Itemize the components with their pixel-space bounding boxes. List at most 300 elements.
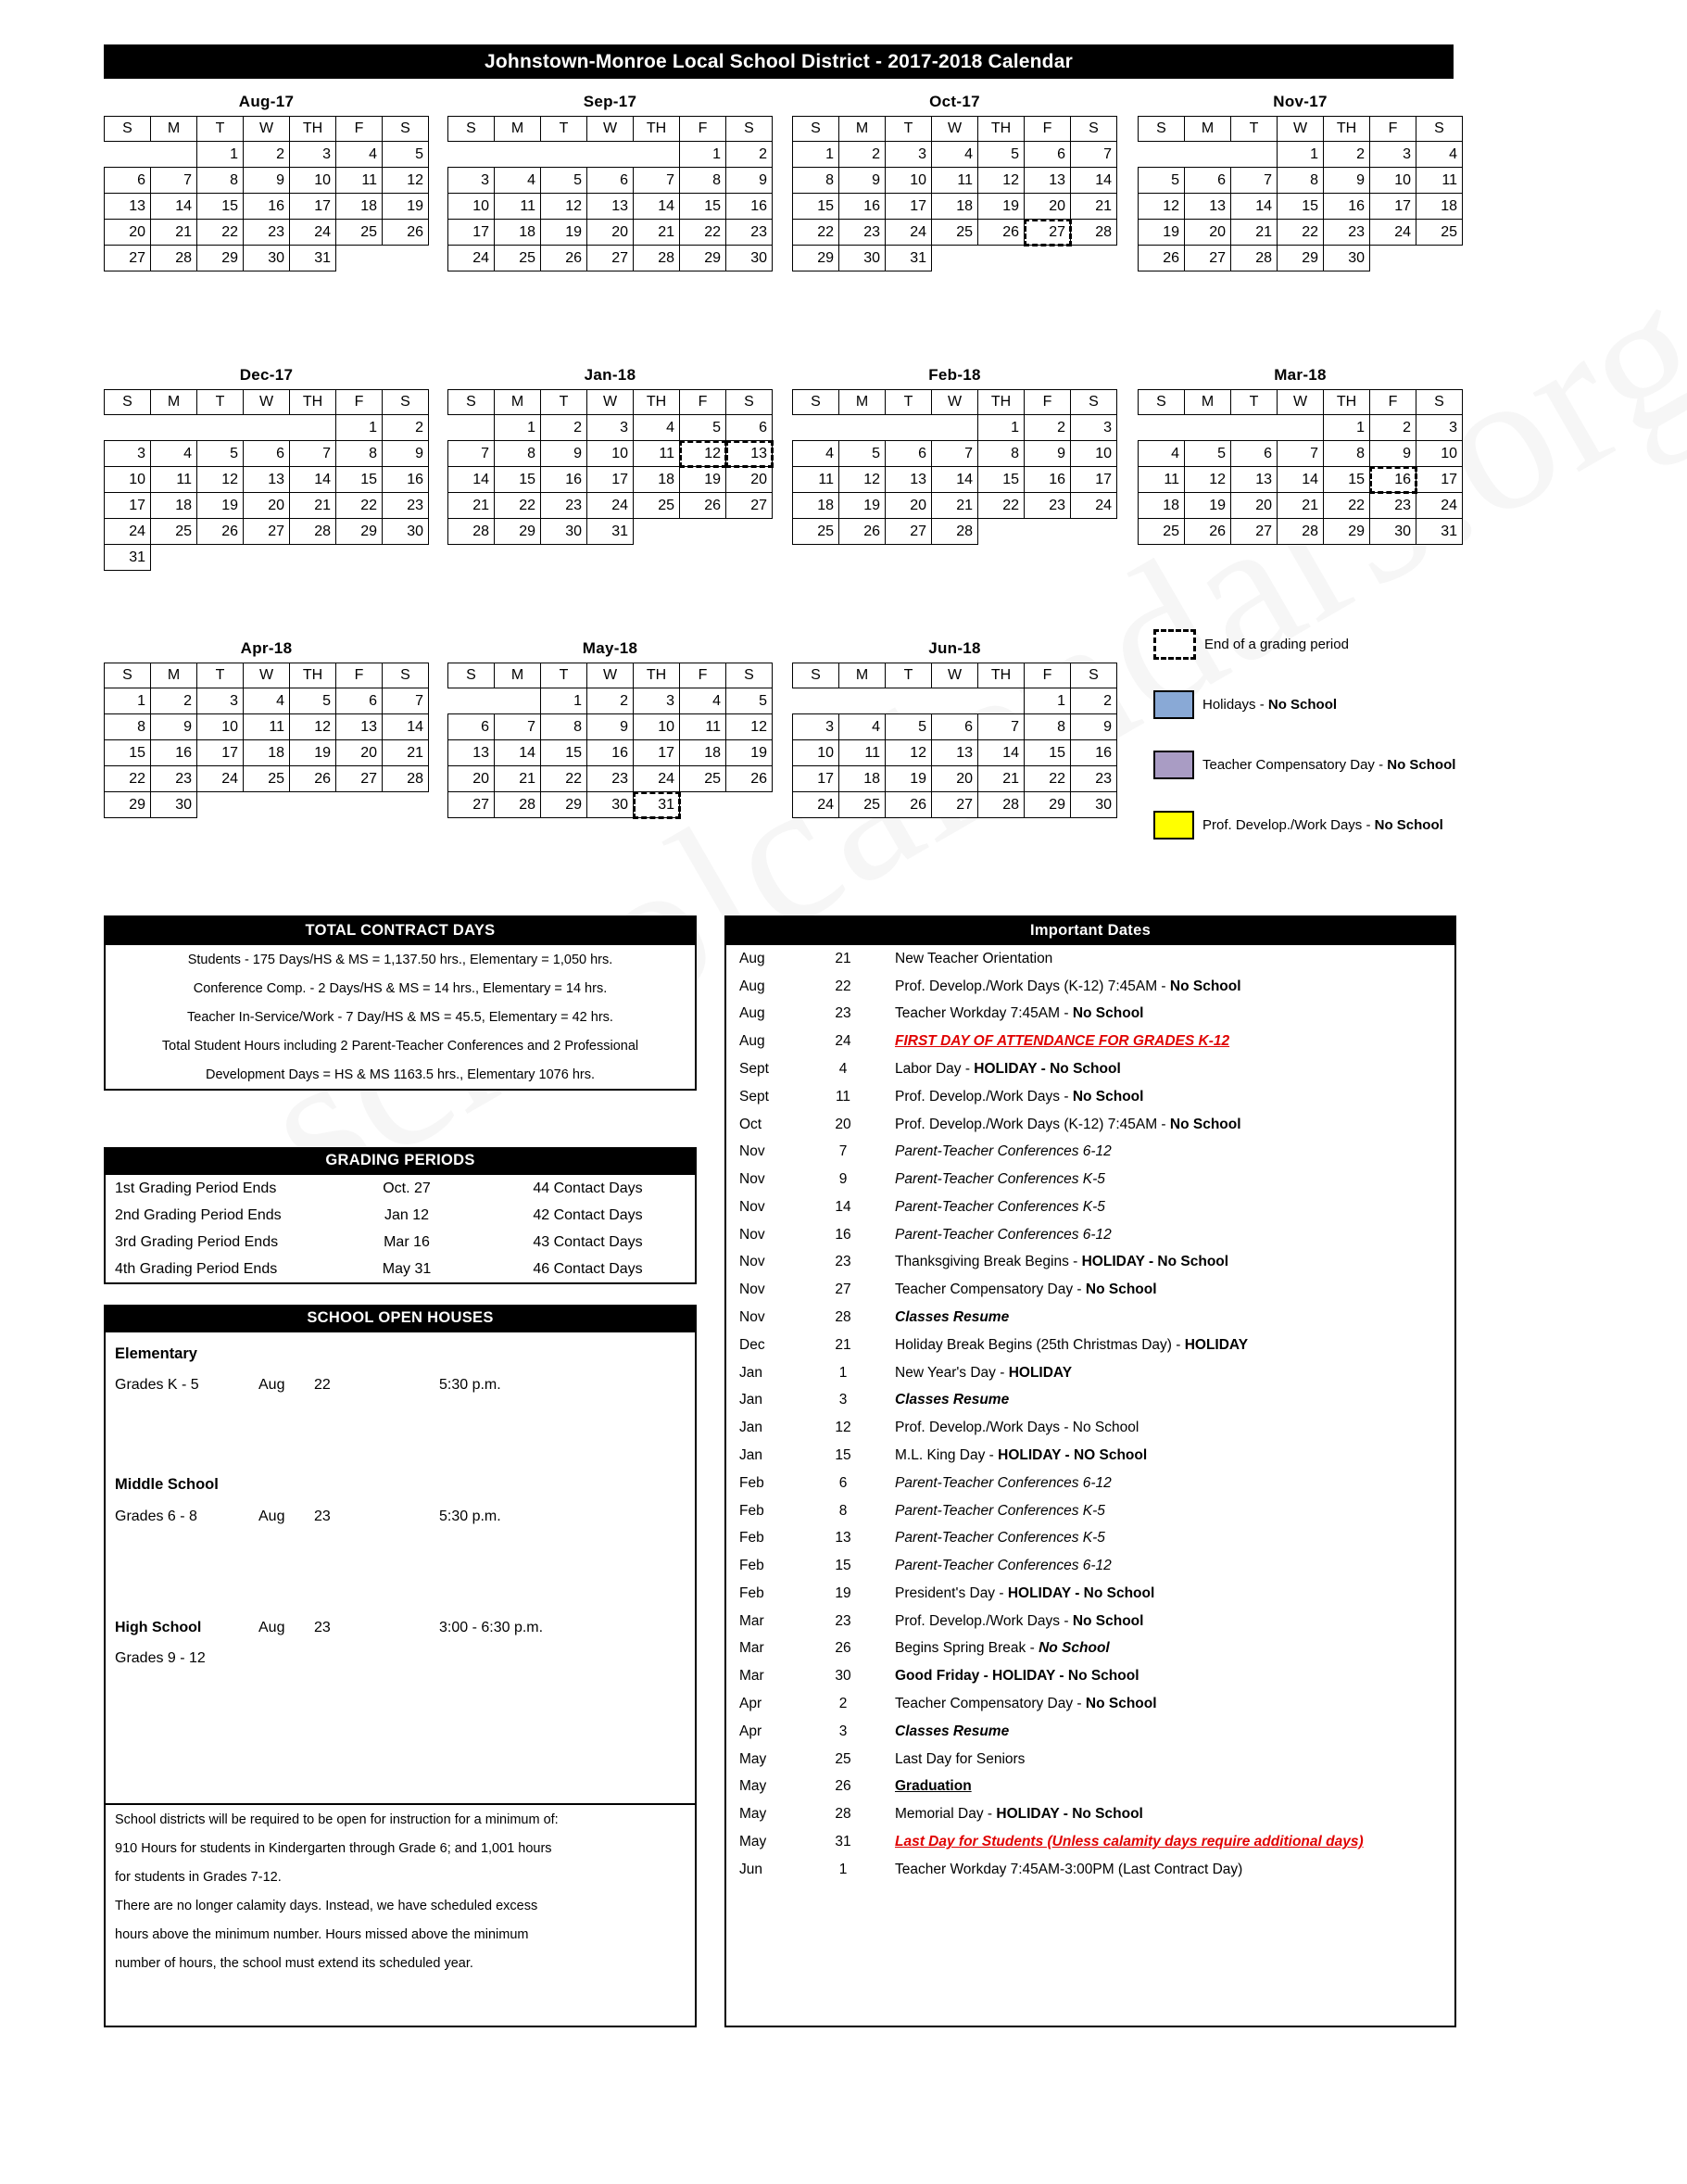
grading-period-contact-days: 44 Contact Days: [533, 1180, 643, 1196]
important-date-event: Classes Resume: [895, 1392, 1010, 1408]
important-date-day: 23: [835, 1254, 851, 1270]
elementary-open-house-row: [115, 1377, 680, 1394]
day-cell: 5: [886, 714, 932, 740]
day-cell: 6: [105, 168, 151, 194]
day-cell: 22: [336, 493, 383, 519]
month-title: Oct-17: [929, 93, 980, 110]
week-row: [1139, 194, 1463, 220]
day-cell: 10: [793, 740, 839, 766]
weekday-header: F: [336, 663, 383, 688]
important-date-event: Classes Resume: [895, 1309, 1010, 1326]
empty-day-cell: [587, 142, 634, 168]
day-cell: 7: [495, 714, 541, 740]
day-cell: 25: [151, 519, 197, 545]
week-row: [448, 415, 773, 441]
day-cell: 17: [290, 194, 336, 220]
day-cell: 1: [336, 415, 383, 441]
weekday-header-row: [793, 663, 1117, 688]
day-cell: 18: [839, 766, 886, 792]
day-cell: 17: [886, 194, 932, 220]
empty-day-cell: [383, 792, 429, 818]
weekday-header: M: [839, 117, 886, 142]
important-date-day: 8: [838, 1502, 848, 1519]
important-date-row: [726, 1332, 1454, 1359]
important-date-row: [726, 1608, 1454, 1635]
day-cell: 9: [383, 441, 429, 467]
month-title: Jan-18: [584, 366, 636, 384]
day-cell: 2: [1370, 415, 1416, 441]
week-row: [793, 792, 1117, 818]
week-row: [105, 441, 429, 467]
important-date-event: Parent-Teacher Conferences K-5: [895, 1198, 1105, 1215]
day-cell: 15: [105, 740, 151, 766]
day-cell: 21: [151, 220, 197, 246]
important-date-event: Teacher Workday 7:45AM-3:00PM (Last Contract Day): [895, 1861, 1243, 1877]
empty-day-cell: [1231, 142, 1278, 168]
important-date-row: [726, 1028, 1454, 1055]
week-row: [793, 740, 1117, 766]
day-cell: 8: [793, 168, 839, 194]
important-date-month: Nov: [739, 1171, 765, 1188]
weekday-header: T: [197, 663, 244, 688]
day-cell: 3: [1416, 415, 1463, 441]
weekday-header: M: [151, 117, 197, 142]
day-cell: 17: [1370, 194, 1416, 220]
empty-day-cell: [151, 142, 197, 168]
important-date-row: [726, 1166, 1454, 1193]
day-cell: 8: [1025, 714, 1071, 740]
day-cell: 14: [1231, 194, 1278, 220]
day-cell: 5: [1185, 441, 1231, 467]
contract-line: Teacher In-Service/Work - 7 Day/HS & MS = 45.5, Elementary = 42 hrs.: [187, 1009, 613, 1025]
day-cell: 31: [886, 246, 932, 271]
important-date-month: Apr: [739, 1695, 762, 1711]
day-cell: 13: [1025, 168, 1071, 194]
day-cell: 24: [634, 766, 680, 792]
month-title: May-18: [582, 639, 638, 657]
month-title: Mar-18: [1274, 366, 1327, 384]
important-date-event: Prof. Develop./Work Days - No School: [895, 1088, 1144, 1105]
important-date-month: Feb: [739, 1530, 764, 1546]
day-cell: 26: [1139, 246, 1185, 271]
weekday-header: W: [932, 117, 978, 142]
day-cell: 18: [495, 220, 541, 246]
day-cell: 28: [1278, 519, 1324, 545]
day-cell: 28: [448, 519, 495, 545]
day-cell: 26: [1185, 519, 1231, 545]
day-cell: 23: [541, 493, 587, 519]
important-date-row: [726, 1746, 1454, 1774]
day-cell: 25: [244, 766, 290, 792]
hours-requirement-note-panel: [104, 1805, 697, 2027]
week-row: [448, 714, 773, 740]
day-cell: 2: [1071, 688, 1117, 714]
day-cell: 22: [495, 493, 541, 519]
legend: [1153, 630, 1468, 871]
day-cell: 11: [793, 467, 839, 493]
empty-day-cell: [680, 792, 726, 818]
elementary-day: 22: [314, 1377, 331, 1393]
important-date-event: Classes Resume: [895, 1723, 1010, 1739]
empty-day-cell: [1139, 142, 1185, 168]
important-date-day: 6: [838, 1474, 848, 1491]
important-date-month: Feb: [739, 1584, 764, 1601]
weekday-header: TH: [634, 663, 680, 688]
important-date-row: [726, 1221, 1454, 1249]
day-cell: 9: [541, 441, 587, 467]
day-cell: 8: [541, 714, 587, 740]
month-title: Jun-18: [928, 639, 981, 657]
important-date-event: New Year's Day - HOLIDAY: [895, 1364, 1073, 1381]
day-cell: 16: [839, 194, 886, 220]
day-cell: 29: [680, 246, 726, 271]
day-cell: 19: [541, 220, 587, 246]
important-date-row: [726, 1635, 1454, 1663]
day-cell: 8: [105, 714, 151, 740]
week-row: [448, 142, 773, 168]
day-cell: 16: [1071, 740, 1117, 766]
high-month: Aug: [258, 1620, 285, 1635]
important-date-day: 27: [835, 1281, 851, 1298]
day-cell: 1: [1324, 415, 1370, 441]
weekday-header: S: [793, 390, 839, 415]
weekday-header: W: [587, 117, 634, 142]
day-cell: 29: [1025, 792, 1071, 818]
important-date-row: [726, 1387, 1454, 1415]
day-cell: 15: [1025, 740, 1071, 766]
day-cell: 12: [1185, 467, 1231, 493]
day-cell: 16: [726, 194, 773, 220]
empty-day-cell: [290, 545, 336, 571]
high-school-open-house-row: [115, 1620, 680, 1636]
weekday-header: TH: [290, 663, 336, 688]
day-cell: 3: [197, 688, 244, 714]
day-cell: 11: [932, 168, 978, 194]
grading-period-contact-days: 43 Contact Days: [533, 1233, 643, 1250]
day-cell: 19: [1139, 220, 1185, 246]
week-row: [105, 142, 429, 168]
important-date-month: Sept: [739, 1088, 769, 1105]
week-row: [448, 493, 773, 519]
weekday-header: W: [244, 390, 290, 415]
weekday-header: S: [1139, 117, 1185, 142]
legend-item-purple: [1153, 751, 1468, 778]
important-date-month: Mar: [739, 1612, 764, 1629]
day-cell: 22: [793, 220, 839, 246]
day-cell: 28: [978, 792, 1025, 818]
empty-day-cell: [383, 246, 429, 271]
day-cell: 14: [383, 714, 429, 740]
important-date-day: 15: [835, 1446, 851, 1463]
weekday-header: S: [383, 117, 429, 142]
important-date-event: Memorial Day - HOLIDAY - No School: [895, 1806, 1143, 1823]
week-row: [793, 766, 1117, 792]
day-cell: 16: [244, 194, 290, 220]
important-date-event: Parent-Teacher Conferences K-5: [895, 1502, 1105, 1519]
day-cell: 5: [541, 168, 587, 194]
day-cell: 25: [634, 493, 680, 519]
month-table: [1138, 389, 1463, 545]
weekday-header: T: [541, 663, 587, 688]
day-cell: 30: [1324, 246, 1370, 271]
day-cell: 2: [383, 415, 429, 441]
note-line: for students in Grades 7-12.: [115, 1869, 282, 1885]
weekday-header: F: [336, 390, 383, 415]
important-date-month: Nov: [739, 1143, 765, 1160]
weekday-header: M: [839, 663, 886, 688]
day-cell: 14: [1278, 467, 1324, 493]
empty-day-cell: [932, 688, 978, 714]
weekday-header: S: [383, 663, 429, 688]
grading-period-name: 2nd Grading Period Ends: [115, 1206, 282, 1223]
empty-day-cell: [1231, 415, 1278, 441]
day-cell: 12: [680, 441, 726, 467]
day-cell: 2: [587, 688, 634, 714]
important-date-month: Jan: [739, 1364, 762, 1381]
day-cell: 25: [932, 220, 978, 246]
week-row: [793, 194, 1117, 220]
weekday-header: T: [886, 117, 932, 142]
middle-time: 5:30 p.m.: [439, 1509, 501, 1524]
important-date-day: 16: [835, 1226, 851, 1243]
empty-day-cell: [336, 246, 383, 271]
grading-period-row: [106, 1175, 695, 1202]
day-cell: 10: [1370, 168, 1416, 194]
day-cell: 28: [383, 766, 429, 792]
day-cell: 16: [587, 740, 634, 766]
important-date-month: Feb: [739, 1474, 764, 1491]
day-cell: 20: [1231, 493, 1278, 519]
grading-rows: [106, 1175, 695, 1282]
day-cell: 7: [448, 441, 495, 467]
week-row: [105, 168, 429, 194]
week-row: [1139, 493, 1463, 519]
day-cell: 11: [839, 740, 886, 766]
day-cell: 25: [495, 246, 541, 271]
day-cell: 19: [197, 493, 244, 519]
day-cell: 21: [932, 493, 978, 519]
day-cell: 1: [197, 142, 244, 168]
weekday-header: TH: [978, 390, 1025, 415]
weekday-header: T: [541, 117, 587, 142]
week-row: [1139, 519, 1463, 545]
important-date-day: 1: [838, 1364, 848, 1381]
important-date-day: 20: [835, 1116, 851, 1132]
important-date-month: Oct: [739, 1116, 762, 1132]
important-dates-heading: Important Dates: [726, 917, 1454, 945]
important-date-day: 28: [835, 1806, 851, 1823]
day-cell: 4: [1139, 441, 1185, 467]
open-houses-heading: SCHOOL OPEN HOUSES: [106, 1305, 695, 1332]
month-table: [447, 389, 773, 545]
day-cell: 20: [244, 493, 290, 519]
important-date-event: Begins Spring Break - No School: [895, 1640, 1110, 1657]
important-date-event: Parent-Teacher Conferences 6-12: [895, 1226, 1112, 1243]
empty-day-cell: [448, 415, 495, 441]
important-date-event: Prof. Develop./Work Days - No School: [895, 1420, 1139, 1436]
important-date-row: [726, 1442, 1454, 1470]
important-date-row: [726, 1276, 1454, 1304]
weekday-header: TH: [634, 390, 680, 415]
weekday-header: T: [1231, 117, 1278, 142]
empty-day-cell: [1139, 415, 1185, 441]
high-school-label: High School: [115, 1620, 202, 1635]
day-cell: 2: [1324, 142, 1370, 168]
day-cell: 6: [587, 168, 634, 194]
weekday-header: F: [336, 117, 383, 142]
empty-day-cell: [726, 519, 773, 545]
day-cell: 18: [932, 194, 978, 220]
day-cell: 2: [839, 142, 886, 168]
week-row: [448, 246, 773, 271]
important-date-month: Jan: [739, 1446, 762, 1463]
day-cell: 25: [1416, 220, 1463, 246]
important-date-day: 31: [835, 1833, 851, 1849]
week-row: [1139, 415, 1463, 441]
week-row: [448, 194, 773, 220]
day-cell: 19: [680, 467, 726, 493]
day-cell: 8: [1324, 441, 1370, 467]
empty-day-cell: [197, 545, 244, 571]
day-cell: 27: [587, 246, 634, 271]
day-cell: 16: [541, 467, 587, 493]
week-row: [448, 467, 773, 493]
month-title: Apr-18: [240, 639, 293, 657]
elementary-time: 5:30 p.m.: [439, 1377, 501, 1393]
empty-day-cell: [105, 142, 151, 168]
month-aug-17: [104, 93, 429, 271]
important-date-row: [726, 1718, 1454, 1746]
empty-day-cell: [495, 688, 541, 714]
weekday-header: F: [1025, 390, 1071, 415]
day-cell: 4: [634, 415, 680, 441]
week-row: [793, 246, 1117, 271]
day-cell: 24: [587, 493, 634, 519]
day-cell: 12: [290, 714, 336, 740]
important-date-day: 2: [838, 1695, 848, 1711]
middle-school-open-house-row: [115, 1509, 680, 1525]
empty-day-cell: [932, 246, 978, 271]
day-cell: 31: [634, 792, 680, 818]
day-cell: 1: [495, 415, 541, 441]
important-date-row: [726, 1470, 1454, 1497]
high-time: 3:00 - 6:30 p.m.: [439, 1620, 544, 1635]
day-cell: 15: [793, 194, 839, 220]
weekday-header-row: [105, 117, 429, 142]
day-cell: 3: [793, 714, 839, 740]
week-row: [448, 519, 773, 545]
empty-day-cell: [1278, 415, 1324, 441]
weekday-header: W: [587, 663, 634, 688]
important-date-event: Last Day for Students (Unless calamity days require additional days): [895, 1833, 1364, 1849]
day-cell: 8: [336, 441, 383, 467]
important-date-day: 24: [835, 1033, 851, 1050]
weekday-header: TH: [1324, 390, 1370, 415]
day-cell: 26: [680, 493, 726, 519]
day-cell: 18: [336, 194, 383, 220]
day-cell: 22: [197, 220, 244, 246]
empty-day-cell: [978, 246, 1025, 271]
day-cell: 15: [1324, 467, 1370, 493]
day-cell: 23: [1324, 220, 1370, 246]
day-cell: 20: [336, 740, 383, 766]
important-date-month: Feb: [739, 1558, 764, 1574]
month-apr-18: [104, 639, 429, 818]
empty-day-cell: [383, 545, 429, 571]
day-cell: 30: [151, 792, 197, 818]
month-table: [1138, 116, 1463, 271]
important-date-day: 21: [835, 950, 851, 966]
day-cell: 15: [541, 740, 587, 766]
weekday-header: M: [151, 663, 197, 688]
day-cell: 30: [244, 246, 290, 271]
day-cell: 25: [1139, 519, 1185, 545]
day-cell: 7: [151, 168, 197, 194]
day-cell: 4: [932, 142, 978, 168]
important-date-event: Parent-Teacher Conferences 6-12: [895, 1474, 1112, 1491]
day-cell: 24: [793, 792, 839, 818]
important-date-day: 21: [835, 1336, 851, 1353]
legend-swatch-purple-icon: [1153, 751, 1194, 779]
weekday-header: W: [932, 390, 978, 415]
important-date-event: Teacher Workday 7:45AM - No School: [895, 1005, 1144, 1022]
note-line: hours above the minimum number. Hours missed above the minimum: [115, 1926, 529, 1942]
important-date-month: Aug: [739, 1005, 765, 1022]
day-cell: 10: [587, 441, 634, 467]
important-date-row: [726, 1193, 1454, 1221]
weekday-header: M: [1185, 390, 1231, 415]
empty-day-cell: [634, 142, 680, 168]
month-table: [792, 389, 1117, 545]
empty-day-cell: [244, 792, 290, 818]
important-date-row: [726, 1800, 1454, 1828]
important-date-row: [726, 1552, 1454, 1580]
contract-line: Students - 175 Days/HS & MS = 1,137.50 hrs., Elementary = 1,050 hrs.: [187, 952, 613, 967]
day-cell: 14: [978, 740, 1025, 766]
day-cell: 31: [290, 246, 336, 271]
day-cell: 4: [839, 714, 886, 740]
day-cell: 8: [978, 441, 1025, 467]
day-cell: 14: [932, 467, 978, 493]
high-day: 23: [314, 1620, 331, 1635]
day-cell: 5: [680, 415, 726, 441]
day-cell: 20: [1185, 220, 1231, 246]
day-cell: 2: [151, 688, 197, 714]
day-cell: 23: [1025, 493, 1071, 519]
week-row: [1139, 220, 1463, 246]
weekday-header: TH: [1324, 117, 1370, 142]
day-cell: 9: [151, 714, 197, 740]
day-cell: 26: [726, 766, 773, 792]
day-cell: 12: [383, 168, 429, 194]
day-cell: 27: [886, 519, 932, 545]
important-date-row: [726, 1111, 1454, 1139]
day-cell: 11: [1139, 467, 1185, 493]
day-cell: 19: [978, 194, 1025, 220]
month-title: Aug-17: [238, 93, 295, 110]
week-row: [448, 220, 773, 246]
day-cell: 17: [793, 766, 839, 792]
weekday-header: S: [1071, 390, 1117, 415]
day-cell: 14: [151, 194, 197, 220]
important-date-month: Nov: [739, 1226, 765, 1243]
grading-period-contact-days: 42 Contact Days: [533, 1206, 643, 1223]
day-cell: 17: [1071, 467, 1117, 493]
weekday-header-row: [448, 117, 773, 142]
weekday-header-row: [448, 663, 773, 688]
day-cell: 23: [1370, 493, 1416, 519]
day-cell: 1: [1025, 688, 1071, 714]
